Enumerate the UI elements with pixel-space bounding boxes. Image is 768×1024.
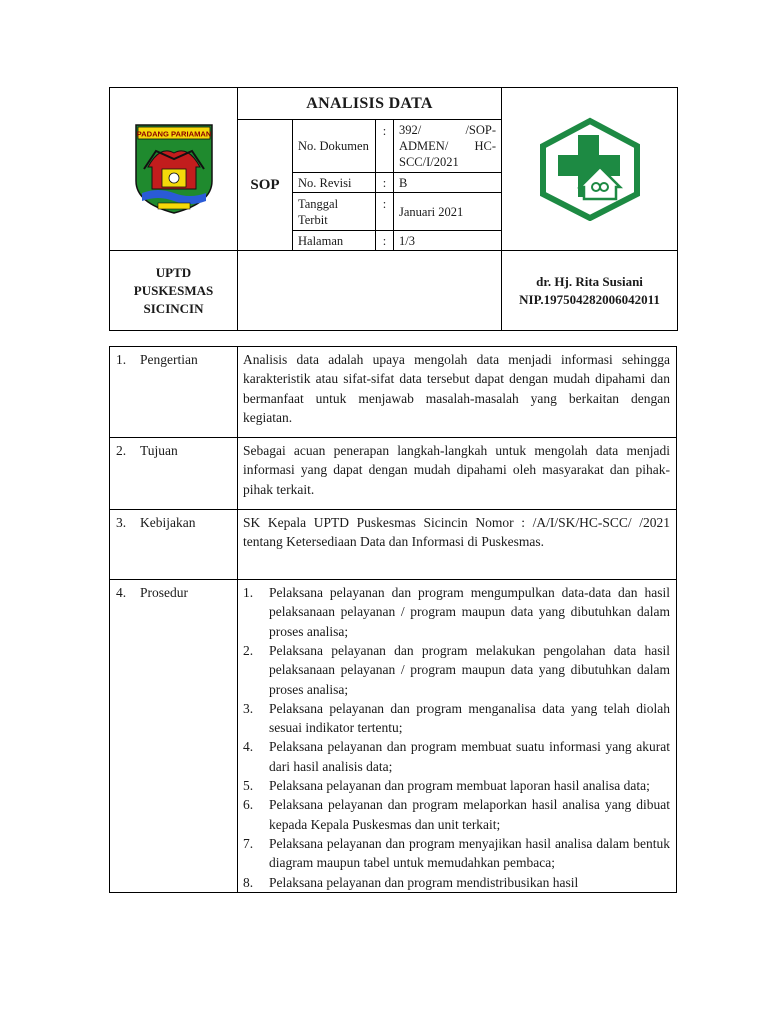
meta-separator: : bbox=[376, 173, 394, 193]
section-label bbox=[110, 510, 238, 580]
procedure-step bbox=[243, 737, 670, 776]
health-logo-cell bbox=[502, 88, 678, 251]
section-title: Tujuan bbox=[140, 443, 178, 459]
section-row bbox=[110, 347, 677, 438]
meta-separator: : bbox=[376, 231, 394, 251]
procedure-step bbox=[243, 873, 670, 892]
meta-value-page: 1/3 bbox=[394, 231, 502, 251]
meta-label-issue-date: Tanggal Terbit bbox=[293, 193, 376, 231]
unit-name: UPTD PUSKESMAS SICINCIN bbox=[110, 251, 238, 331]
step-number: 1. bbox=[243, 585, 254, 601]
padang-pariaman-emblem-icon bbox=[132, 123, 216, 215]
meta-label-doc-number: No. Dokumen bbox=[293, 120, 376, 173]
step-text: Pelaksana pelayanan dan program melakukan pengolahan data hasil pelaksanaan pelayanan / program maupun data yang dibutuhkan dalam proses analisa; bbox=[269, 642, 670, 697]
logo-caption: PADANG PARIAMAN bbox=[136, 129, 211, 139]
meta-separator: : bbox=[376, 120, 394, 173]
meta-value-doc-number: 392/ /SOP-ADMEN/ HC-SCC/I/2021 bbox=[394, 120, 502, 173]
meta-label-page: Halaman bbox=[293, 231, 376, 251]
section-row bbox=[110, 510, 677, 580]
step-number: 4. bbox=[243, 739, 254, 755]
section-text: Sebagai acuan penerapan langkah-langkah untuk mengolah data menjadi informasi yang dapat dengan mudah dipahami oleh masyarakat dan pihak-pihak terkait. bbox=[238, 438, 677, 510]
procedure-list-cell bbox=[238, 580, 677, 893]
procedure-step bbox=[243, 699, 670, 738]
step-number: 7. bbox=[243, 835, 254, 851]
meta-value-revision: B bbox=[394, 173, 502, 193]
sop-header-table bbox=[109, 87, 678, 331]
section-number: 2. bbox=[116, 443, 127, 459]
step-text: Pelaksana pelayanan dan program membuat suatu informasi yang akurat dari hasil analisis data; bbox=[269, 739, 670, 774]
signer-nip: NIP.197504282006042011 bbox=[519, 291, 660, 307]
step-number: 6. bbox=[243, 797, 254, 813]
puskesmas-logo-icon bbox=[536, 117, 644, 221]
section-label bbox=[110, 580, 238, 893]
procedure-step bbox=[243, 776, 670, 795]
section-number: 1. bbox=[116, 352, 127, 367]
procedure-step bbox=[243, 834, 670, 873]
step-number: 8. bbox=[243, 874, 254, 890]
section-text: SK Kepala UPTD Puskesmas Sicincin Nomor : /A/I/SK/HC-SCC/ /2021 tentang Ketersediaan Data dan Informasi di Puskesmas. bbox=[238, 510, 677, 580]
document-title: ANALISIS DATA bbox=[238, 88, 502, 120]
section-title: Kebijakan bbox=[140, 515, 196, 531]
step-text: Pelaksana pelayanan dan program melaporkan hasil analisa yang dibuat kepada Kepala Puskesmas dan unit terkait; bbox=[269, 797, 670, 832]
meta-value-issue-date: Januari 2021 bbox=[394, 193, 502, 231]
section-number: 3. bbox=[116, 515, 127, 531]
section-row bbox=[110, 580, 677, 893]
sop-content-table bbox=[109, 346, 677, 893]
meta-label-revision: No. Revisi bbox=[293, 173, 376, 193]
step-number: 3. bbox=[243, 700, 254, 716]
step-text: Pelaksana pelayanan dan program membuat laporan hasil analisa data; bbox=[269, 778, 650, 794]
regency-logo-cell bbox=[110, 88, 238, 251]
step-text: Pelaksana pelayanan dan program mengumpulkan data-data dan hasil pelaksanaan pelayanan / program maupun data yang dibutuhkan dalam proses analisa; bbox=[269, 585, 670, 639]
section-number: 4. bbox=[116, 585, 127, 601]
signer-block bbox=[502, 251, 678, 331]
section-label bbox=[110, 438, 238, 510]
section-row bbox=[110, 438, 677, 510]
step-text: Pelaksana pelayanan dan program mendistribusikan hasil bbox=[269, 874, 579, 890]
section-label bbox=[110, 347, 238, 438]
signature-space bbox=[238, 251, 502, 331]
step-number: 5. bbox=[243, 778, 254, 794]
procedure-step bbox=[243, 583, 670, 641]
step-text: Pelaksana pelayanan dan program menganalisa data yang telah diolah sesuai indikator tertentu; bbox=[269, 700, 670, 736]
section-text: Analisis data adalah upaya mengolah data menjadi informasi sehingga karakteristik atau sifat-sifat data tersebut dapat dengan mudah dipahami dan bermanfaat untuk menjawab masalah-masalah yang berkaitan dengan kegiatan. bbox=[238, 347, 677, 438]
procedure-step bbox=[243, 641, 670, 699]
step-number: 2. bbox=[243, 642, 254, 658]
procedure-step bbox=[243, 795, 670, 834]
sop-label: SOP bbox=[238, 120, 293, 251]
section-title: Prosedur bbox=[140, 585, 188, 601]
signer-name: dr. Hj. Rita Susiani bbox=[536, 273, 643, 289]
section-title: Pengertian bbox=[140, 352, 198, 367]
step-text: Pelaksana pelayanan dan program menyajikan hasil analisa dalam bentuk diagram maupun tabel untuk memudahkan pembaca; bbox=[269, 835, 670, 871]
meta-separator: : bbox=[376, 193, 394, 231]
procedure-list bbox=[243, 583, 670, 892]
